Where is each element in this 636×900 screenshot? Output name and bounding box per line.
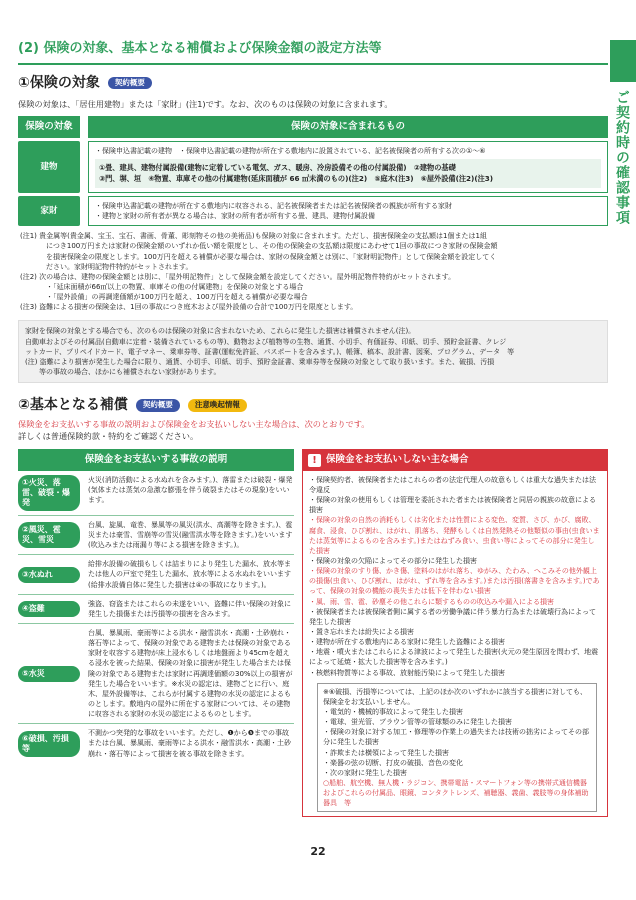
note-line: ・「延床面積が66㎡以上の物置、車庫その他の付属建物」を保険の対象とする場合: [46, 282, 304, 291]
contract-summary-badge: 契約概要: [136, 399, 180, 412]
col-header-included: 保険の対象に含まれるもの: [88, 116, 608, 138]
graybox-line: 家財を保険の対象とする場合でも、次のものは保険の対象に含まれないため、これらに発生した損害は補償されません(注)。: [25, 327, 416, 336]
subbox-line: ・詐欺または横領によって発生した損害: [323, 748, 449, 757]
section1-intro: 保険の対象は、「居住用建物」または「家財」(注1)です。なお、次のものは保険の対象に含まれます。: [18, 99, 393, 110]
subbox-line: ・保険の対象に対する加工・修理等の作業上の過失または技術の拙劣によってその部分に発生した損害: [323, 728, 589, 747]
incident-text: 台風、暴風雨、豪雨等による洪水・融雪洪水・高潮・土砂崩れ・落石等によって、保険の対象である建物または保険の対象である家財を収容する建物が床上浸水もしくは地盤面より45cmを超える浸水を被った結果、保険の対象に損害が発生した場合または保険の対象である建物または家財に再調達価額の30%以上の損害が発生した場合をいいます。※水災の認定は、建物ごとに行い、庭木、屋外設備等は、これらが付属する建物の水災の認定によるものとします。敷地内の屋外に所在する家財については、その建物に収容される家財の水災の認定によるものとします。: [88, 629, 293, 719]
table-row-building: [18, 141, 608, 193]
incident-text: 火災(消防活動による水ぬれを含みます。)、落雷または破裂・爆発(気体または蒸気の急激な膨張を伴う破裂またはその現象)をいいます。: [88, 475, 293, 505]
list-item: [18, 471, 294, 516]
section2-intro-line1: 保険金をお支払いする事故の説明および保険金をお支払いしない主な場合は、次のとおりです。: [18, 419, 370, 430]
incident-text: 不測かつ突発的な事故をいいます。ただし、❶から❺までの事故または台風、暴風雨、豪雨等による洪水・融雪洪水・高潮・土砂崩れ・落石等によって損害を被る事故を除きます。: [88, 729, 291, 758]
not-paid-line: ・置き忘れまたは紛失による損害: [309, 628, 414, 637]
table-row-kazai: [18, 196, 608, 226]
not-paid-line: ・保険の対象の使用もしくは管理を委託された者または被保険者と同居の親族の故意による損害: [309, 496, 596, 515]
section2-title: ②基本となる補償: [18, 397, 128, 414]
incident-text: 給排水設備の破損もしくは詰まりにより発生した漏水、放水等または他人の戸室で発生した漏水、放水等による水ぬれをいいます(給排水設備自体に発生した損害は④の事故になります。)。: [88, 560, 291, 589]
list-item: [18, 724, 294, 762]
subbox-line: ※⑥破損、汚損等については、上記のほか次のいずれかに該当する損害に対しても、保険金をお支払いしません。: [323, 687, 587, 706]
graybox-line: (注) 盗難により損害が発生した場合に限り、通貨、小切手、印紙、切手、預貯金証書、乗車券等を保険の対象として取り扱います。また、破損、汚損: [25, 357, 495, 366]
not-paid-body: [302, 471, 608, 818]
section2-intro-line2: 詳しくは普通保険約款・特約をご確認ください。: [18, 431, 199, 442]
row-label-kazai: 家財: [18, 196, 80, 226]
row-body-building: [88, 141, 608, 193]
section2-intro: [18, 419, 608, 443]
caution-info-badge: 注意喚起情報: [188, 399, 247, 412]
note-line: (注3) 盗難による損害の保険金は、1回の事故につき庭木および屋外設備の合計で100万円を限度とします。: [20, 303, 358, 312]
incident-tag: ⑥破損、汚損等: [18, 731, 80, 757]
note-line: を損害保険金の限度とします。100万円を超える補償が必要な場合は、家財の保険金額とは別に、「家財明記物件」として保険金額を設定してく: [46, 252, 497, 261]
not-paid-line: ・保険の対象のすり傷、かき傷、塗料のはがれ落ち、ゆがみ、たわみ、へこみその他外観上の損傷(虫食い、ひび割れ、はがれ、ずれ等を含みます。)または汚損(落書きを含みます。)であって、保険の対象の機能の喪失または低下を伴わない損害: [309, 567, 600, 596]
building-items-line2: ③門、塀、垣 ④物置、車庫その他の付属建物(延床面積が 66 ㎡未満のもの)(注2) ⑤庭木(注3) ⑥屋外設備(注2)(注3): [99, 174, 494, 184]
not-paid-line: ・地震・噴火またはこれらによる津波によって発生した損害(火元の発生原因を問わず、地震によって延焼・拡大した損害等を含みます。): [309, 648, 599, 667]
paid-incidents-header: 保険金をお支払いする事故の説明: [18, 449, 294, 471]
notes: [18, 231, 608, 312]
subbox-line: ・電球、蛍光管、ブラウン管等の管球類のみに発生した損害: [323, 718, 512, 727]
subbox-line: ・次の家財に発生した損害: [323, 768, 407, 777]
incident-tag: ⑤水災: [18, 666, 80, 682]
section1-title-row: [18, 73, 608, 93]
building-text: ・保険申込書記載の建物 ・保険申込書記載の建物が所在する敷地内に設置されている、記名被保険者の所有する次の①～⑥: [95, 146, 486, 155]
not-paid-line: ・保険の対象の自然の消耗もしくは劣化または性質による変色、変質、さび、かび、腐敗、腐食、浸食、ひび割れ、はがれ、肌落ち、発酵もしくは自然発熱その他類似の事由(虫食いまたは蒸気等によるものを含みます。)またはねずみ食い、虫食い等によってその部分に発生した損害: [309, 516, 600, 555]
note-line: (注2) 次の場合は、建物の保険金額とは別に、「屋外明記物件」として保険金額を設定してください。屋外明記物件特約がセットされます。: [20, 272, 456, 281]
row-body-kazai: [88, 196, 608, 226]
incident-tag: ④盗難: [18, 601, 80, 617]
subbox-line: ○船舶、航空機、無人機・ラジコン、携帯電話・スマートフォン等の携帯式通信機器およびこれらの付属品、眼鏡、コンタクトレンズ、補聴器、義歯、義肢等の身体補助器具 等: [323, 779, 589, 808]
incident-tag: ①火災、落雷、破裂・爆発: [18, 475, 80, 511]
not-paid-header-label: 保険金をお支払いしない主な場合: [326, 454, 469, 466]
heading-rule: [18, 63, 608, 65]
kazai-text-1: ・保険申込書記載の建物が所在する敷地内に収容される、記名被保険者または記名被保険者の親族が所有する家財: [95, 201, 452, 210]
not-paid-line: ・風、雨、雪、雹、砂塵その他これらに類するものの吹込みや漏入による損害: [309, 597, 554, 606]
incident-text: 強盗、窃盗またはこれらの未遂をいい、盗難に伴い保険の対象に発生した損傷または汚損等の損害を含みます。: [88, 599, 291, 618]
list-item: [18, 516, 294, 555]
not-paid-line: ・被保険者または被保険者側に属する者の労働争議に伴う暴力行為または破壊行為によって発生した損害: [309, 607, 596, 626]
building-items-line1: ①畳、建具、建物付属設備(建物に定着している電気、ガス、暖房、冷房設備その他の付属設備) ②建物の基礎: [99, 162, 456, 172]
not-paid-line: ・核燃料物質等による事故、放射能汚染によって発生した損害: [309, 668, 505, 677]
subbox-line: ・電気的・機械的事故によって発生した損害: [323, 708, 463, 717]
kazai-text-2: ・建物と家財の所有者が異なる場合は、家財の所有者が所有する畳、建具、建物付属設備: [95, 212, 375, 221]
contract-summary-badge: 契約概要: [108, 77, 152, 90]
note-line: ださい。家財明記物件特約がセットされます。: [46, 262, 193, 271]
coverage-columns: [18, 449, 608, 817]
side-tab-marker: [610, 40, 636, 82]
col-header-object: 保険の対象: [18, 116, 80, 138]
graybox-line: 等の事故の場合、ほかにも補償されない家財があります。: [39, 367, 221, 376]
side-section-label: ご契約時の確認事項: [614, 90, 630, 225]
section2: [18, 395, 608, 817]
not-paid-column: [302, 449, 608, 817]
not-paid-line: ・建物が所在する敷地内にある家財に発生した盗難による損害: [309, 638, 505, 647]
section2-title-row: [18, 395, 608, 415]
subbox-line: ・楽器の弦の切断、打皮の破損、音色の変化: [323, 758, 463, 767]
coverage-table-header: [18, 116, 608, 138]
not-paid-line: ・保険の対象の欠陥によってその部分に発生した損害: [309, 557, 477, 566]
not-paid-line: ・保険契約者、被保険者またはこれらの者の法定代理人の故意もしくは重大な過失または法令違反: [309, 475, 596, 495]
note-line: ・「屋外設備」の再調達価額が100万円を超え、100万円を超える補償が必要な場合: [46, 293, 308, 302]
building-items: [95, 159, 601, 188]
note-line: につき100万円または家財の保険金額のいずれか低い額を限度とし、その他の保険金の支払額は限度にあわせて1回の事故につき家財の保険金額: [46, 242, 498, 251]
incident-tag: ②風災、雹災、雪災: [18, 522, 80, 548]
page-heading: (2) 保険の対象、基本となる補償および保険金額の設定方法等: [18, 41, 382, 56]
incident-tag: ③水ぬれ: [18, 567, 80, 583]
graybox-line: ットカード、プリペイドカード、電子マネー、乗車券等、証書(運転免許証、パスポートを含みます。)、帳簿、稿本、設計書、図案、プログラム、データ 等: [25, 347, 515, 356]
excluded-items-box: [18, 320, 608, 383]
row-label-building: 建物: [18, 141, 80, 193]
paid-incidents-column: [18, 449, 294, 817]
not-paid-header: [302, 449, 608, 471]
note-line: (注1) 貴金属等(貴金属、宝玉、宝石、書画、骨董、彫刻物その他の美術品)も保険の対象に含まれます。ただし、損害保険金の支払額は1個または1組: [20, 232, 487, 241]
graybox-line: 自動車およびその付属品(自動車に定着・装備されているもの等)、動物および植物等の生物、通貨、小切手、有価証券、印紙、切手、預貯金証書、クレジ: [25, 337, 507, 346]
list-item: [18, 555, 294, 594]
list-item: [18, 595, 294, 624]
page-number: 22: [310, 845, 326, 859]
damage-exclusion-subbox: [317, 683, 597, 813]
exclamation-icon: !: [308, 454, 321, 467]
incident-text: 台風、旋風、竜巻、暴風等の風災(洪水、高潮等を除きます。)、雹災または豪雪、雪崩等の雪災(融雪洪水等を除きます。)をいいます(吹込みまたは雨漏り等による損害を除きます。)。: [88, 520, 293, 550]
page-content: [18, 40, 608, 817]
section1-title: ①保険の対象: [18, 74, 100, 91]
list-item: [18, 624, 294, 724]
